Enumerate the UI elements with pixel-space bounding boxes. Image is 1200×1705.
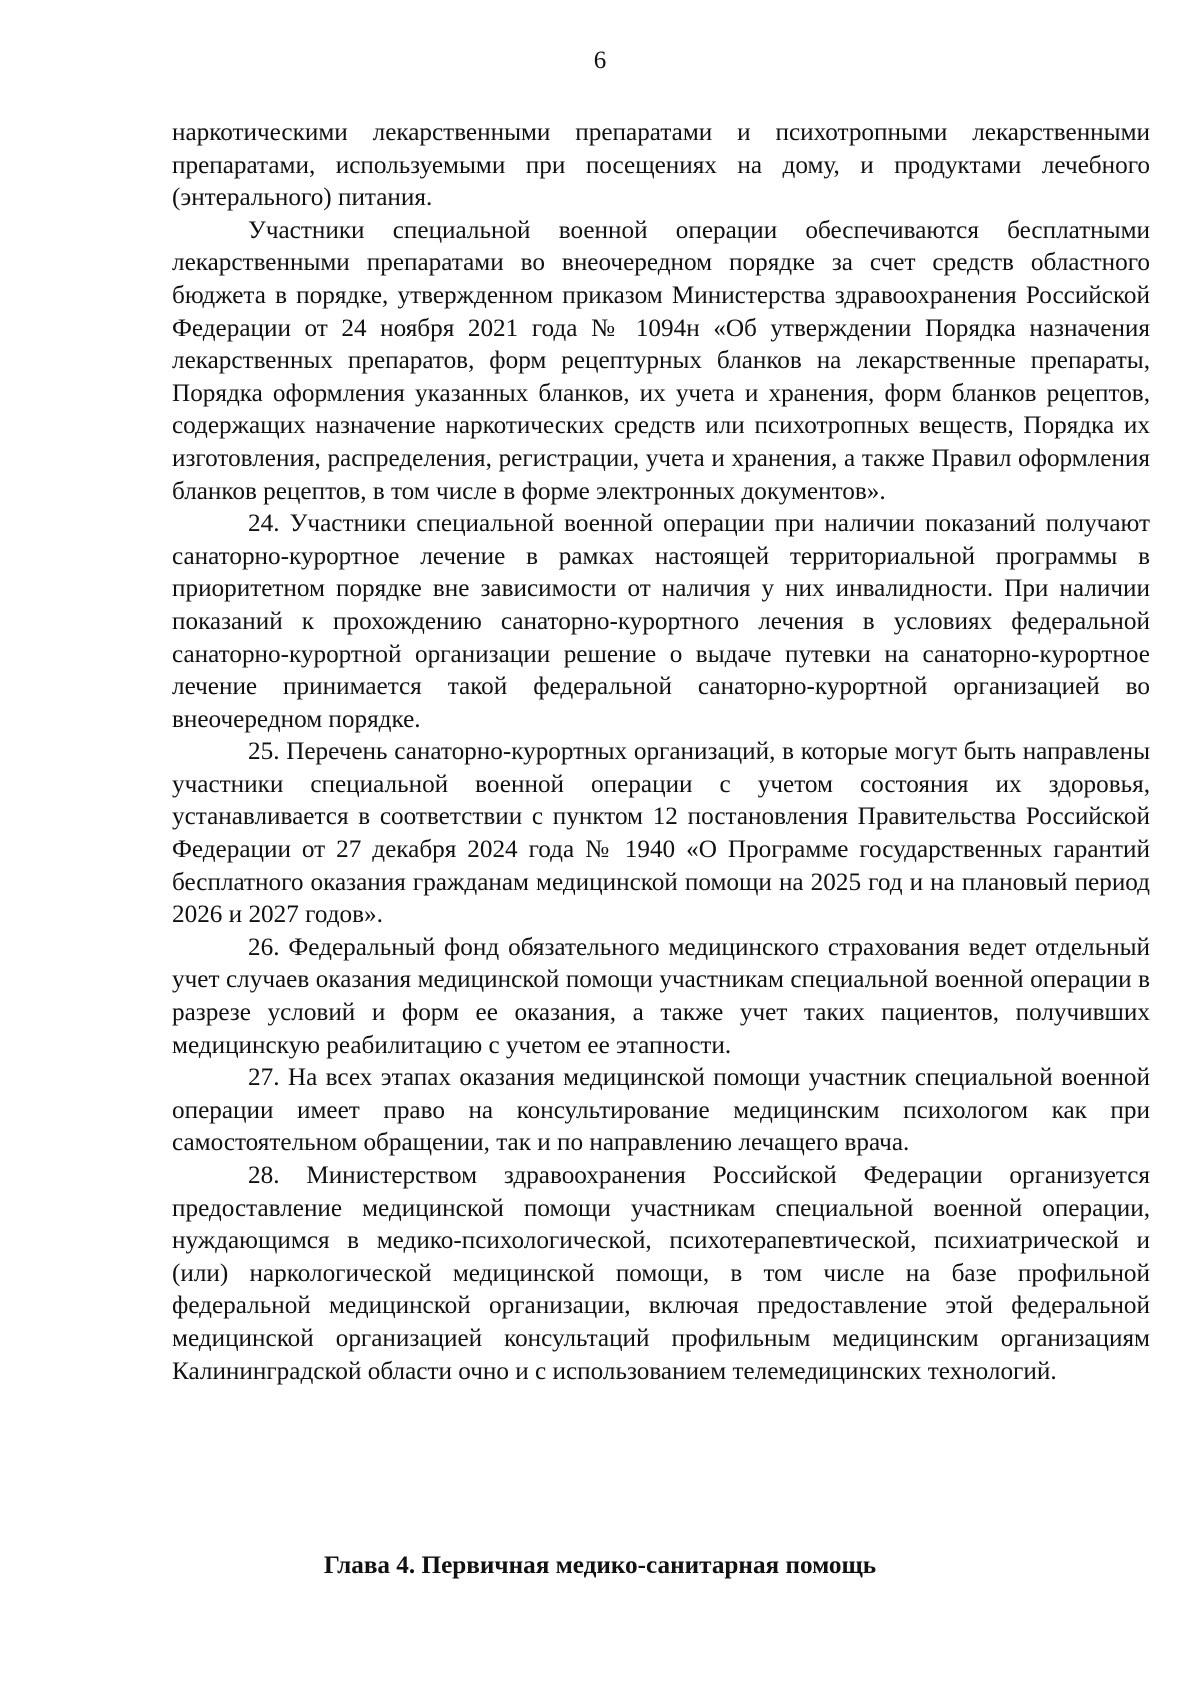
page-number: 6	[593, 47, 607, 74]
document-body	[172, 117, 1150, 1388]
paragraph-svo-medicines: Участники специальной военной операции обеспечиваются бесплатными лекарственными препаратами во внеочередном порядке за счет средств областного бюджета в порядке, утвержденном приказом Министерства здравоохранения Российской Федерации от 24 ноября 2021 года № 1094н «Об утверждении Порядка назначения лекарственных препаратов, форм рецептурных бланков на лекарственные препараты, Порядка оформления указанных бланков, их учета и хранения, форм бланков рецептов, содержащих назначение наркотических средств или психотропных веществ, Порядка их изготовления, распределения, регистрации, учета и хранения, а также Правил оформления бланков рецептов, в том числе в форме электронных документов».	[172, 216, 1150, 505]
paragraph-28: 28. Министерством здравоохранения Российской Федерации организуется предоставление медицинской помощи участникам специальной военной операции, нуждающимся в медико-психологической, психотерапевтической, психиатрической и (или) наркологической медицинской помощи, в том числе на базе профильной федеральной медицинской организации, включая предоставление этой федеральной медицинской организацией консультаций профильным медицинским организациям Калининградской области очно и с использованием телемедицинских технологий.	[172, 1162, 1150, 1385]
chapter-heading: Глава 4. Первичная медико-санитарная помощь	[323, 1552, 877, 1579]
paragraph-27: 27. На всех этапах оказания медицинской помощи участник специальной военной операции имеет право на консультирование медицинским психологом как при самостоятельном обращении, так и по направлению лечащего врача.	[172, 1064, 1150, 1157]
paragraph-continuation: наркотическими лекарственными препаратами и психотропными лекарственными препаратами, используемыми при посещениях на дому, и продуктами лечебного (энтерального) питания.	[172, 119, 1150, 212]
paragraph-25: 25. Перечень санаторно-курортных организаций, в которые могут быть направлены участники специальной военной операции с учетом состояния их здоровья, устанавливается в соответствии с пунктом 12 постановления Правительства Российской Федерации от 27 декабря 2024 года № 1940 «О Программе государственных гарантий бесплатного оказания гражданам медицинской помощи на 2025 год и на плановый период 2026 и 2027 годов».	[172, 738, 1150, 929]
paragraph-24: 24. Участники специальной военной операции при наличии показаний получают санаторно-курортное лечение в рамках настоящей территориальной программы в приоритетном порядке вне зависимости от наличия у них инвалидности. При наличии показаний к прохождению санаторно-курортного лечения в условиях федеральной санаторно-курортной организации решение о выдаче путевки на санаторно-курортное лечение принимается такой федеральной санаторно-курортной организацией во внеочередном порядке.	[172, 510, 1150, 733]
paragraph-26: 26. Федеральный фонд обязательного медицинского страхования ведет отдельный учет случаев оказания медицинской помощи участникам специальной военной операции в разрезе условий и форм ее оказания, а также учет таких пациентов, получивших медицинскую реабилитацию с учетом ее этапности.	[172, 933, 1150, 1059]
